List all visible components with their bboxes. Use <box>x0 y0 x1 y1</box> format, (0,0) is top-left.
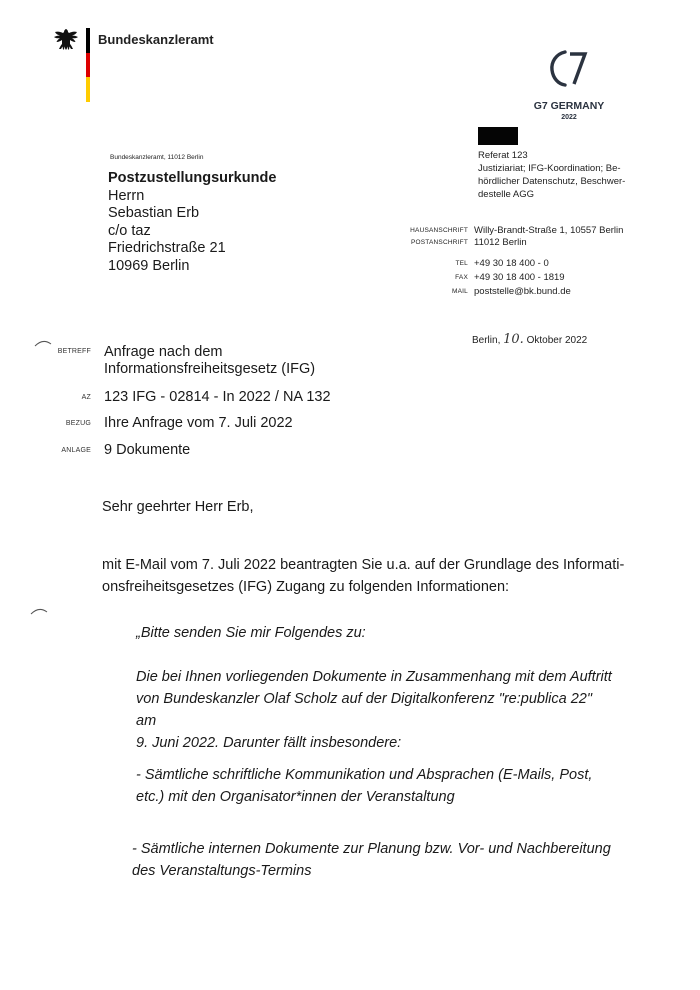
recipient-street: Friedrichstraße 21 <box>108 240 226 256</box>
reference-unit: Referat 123 <box>478 150 528 161</box>
quote-line: 9. Juni 2022. Darunter fällt insbesondere: <box>136 735 402 751</box>
contact-value: poststelle@bk.bund.de <box>474 286 571 297</box>
reference-duty-line: hördlicher Datenschutz, Beschwer- <box>478 176 626 187</box>
betreff-line: Informationsfreiheitsgesetz (IFG) <box>104 361 316 377</box>
recipient-city: 10969 Berlin <box>108 257 190 274</box>
bezug-value: Ihre Anfrage vom 7. Juli 2022 <box>104 415 293 431</box>
federal-eagle-icon <box>52 26 82 56</box>
german-flag-bar <box>86 28 90 102</box>
quote-line: etc.) mit den Organisator*innen der Veranstaltung <box>136 789 455 805</box>
g7-label: G7 GERMANY <box>533 100 605 112</box>
quote-line: Die bei Ihnen vorliegenden Dokumente in Zusammenhang mit dem Auftritt <box>136 669 612 685</box>
contact-value: Willy-Brandt-Straße 1, 10557 Berlin <box>474 225 624 236</box>
intro-paragraph <box>102 554 632 598</box>
meta-block <box>0 344 700 464</box>
date-day-handwritten: 10. <box>503 332 524 347</box>
sender-line: Bundeskanzleramt, 11012 Berlin <box>110 154 204 161</box>
intro-line: mit E-Mail vom 7. Juli 2022 beantragten Sie u.a. auf der Grundlage des Informati- <box>102 557 625 573</box>
recipient-co: c/o taz <box>108 222 151 239</box>
reference-block <box>478 149 628 201</box>
contact-value: +49 30 18 400 - 0 <box>474 258 549 269</box>
quote-paragraph <box>132 838 612 882</box>
g7-caption <box>530 100 608 124</box>
anlage-label: ANLAGE <box>61 447 91 454</box>
az-label: AZ <box>81 394 91 401</box>
quote-line: - Sämtliche internen Dokumente zur Planung bzw. Vor- und Nachbereitung <box>132 841 611 857</box>
greeting: Sehr geehrter Herr Erb, <box>102 499 254 515</box>
quote-line: des Veranstaltungs-Termins <box>132 863 312 879</box>
contact-label: POSTANSCHRIFT <box>410 239 468 246</box>
date-place: Berlin, <box>472 335 501 346</box>
g7-year: 2022 <box>561 114 577 121</box>
reference-duty-line: destelle AGG <box>478 189 534 200</box>
recipient-salutation: Herrn <box>108 187 145 204</box>
intro-line: onsfreiheitsgesetzes (IFG) Zugang zu folgenden Informationen: <box>102 579 510 595</box>
quote-paragraph <box>136 764 616 808</box>
delivery-type: Postzustellungsurkunde <box>108 170 277 186</box>
recipient-name: Sebastian Erb <box>108 205 200 221</box>
date-month-year: Oktober 2022 <box>526 335 588 346</box>
betreff-label: BETREFF <box>57 348 91 355</box>
az-value: 123 IFG - 02814 - In 2022 / NA 132 <box>104 389 331 405</box>
redaction-bar <box>478 127 518 145</box>
anlage-value: 9 Dokumente <box>104 442 191 458</box>
contact-value: +49 30 18 400 - 1819 <box>474 272 565 283</box>
betreff-line: Anfrage nach dem <box>104 344 223 360</box>
g7-logo-icon <box>548 46 588 90</box>
recipient-address <box>108 170 276 275</box>
contact-value: 11012 Berlin <box>474 237 527 248</box>
contact-label: TEL <box>455 260 468 267</box>
betreff-value <box>104 344 315 378</box>
bezug-label: BEZUG <box>65 420 91 427</box>
quote-line: - Sämtliche schriftliche Kommunikation und Absprachen (E-Mails, Post, <box>136 767 593 783</box>
quote-line: von Bundeskanzler Olaf Scholz auf der Digitalkonferenz "re:publica 22" am <box>136 691 593 729</box>
punch-mark-icon <box>30 606 48 616</box>
contact-label: FAX <box>455 274 468 281</box>
quote-paragraph <box>136 666 616 754</box>
contact-label: MAIL <box>452 288 468 295</box>
contact-label: HAUSANSCHRIFT <box>410 227 468 234</box>
reference-duty-line: Justiziariat; IFG-Koordination; Be- <box>478 163 621 174</box>
quote-open: „Bitte senden Sie mir Folgendes zu: <box>136 625 366 641</box>
org-name: Bundeskanzleramt <box>98 32 214 47</box>
